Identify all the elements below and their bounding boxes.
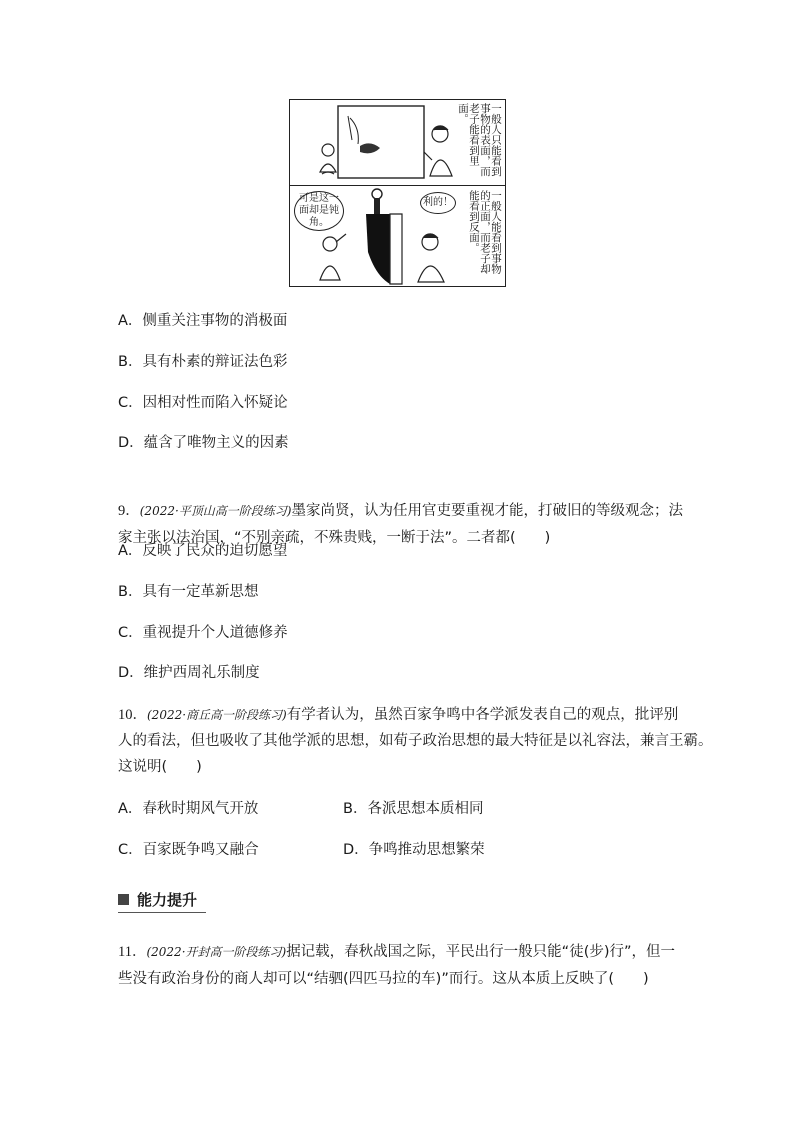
section-header xyxy=(118,890,206,913)
picture-frame-icon xyxy=(338,106,424,178)
q10-option-d: D．争鸣推动思想繁荣 xyxy=(343,842,485,858)
q9-option-a: A．反映了民众的迫切愿望 xyxy=(118,543,288,559)
comic-illustration xyxy=(289,99,506,287)
q8-option-a: A．侧重关注事物的消极面 xyxy=(118,313,288,329)
section-title: 能力提升 xyxy=(137,891,198,909)
q10-text-1: 有学者认为，虽然百家争鸣中各学派发表自己的观点，批评别 xyxy=(286,707,679,723)
q8-option-c: C．因相对性而陷入怀疑论 xyxy=(118,395,288,411)
q10-option-a: A．春秋时期风气开放 xyxy=(118,801,259,817)
q10-stem-line3: 这说明( ) xyxy=(118,759,202,775)
q10-stem-line1 xyxy=(118,705,678,725)
q10-stem-line2: 人的看法，但也吸收了其他学派的思想，如荀子政治思想的最大特征是以礼容法，兼言王霸。 xyxy=(118,733,713,749)
q8-option-d: D．蕴含了唯物主义的因素 xyxy=(118,435,289,451)
q9-number: 9． xyxy=(118,503,140,519)
q10-number: 10． xyxy=(118,707,147,723)
panel1-caption: 一般人只能看到事物的表面，而老子能看到里面。 xyxy=(457,103,502,177)
q11-text-1: 据记载，春秋战国之际，平民出行一般只能“徒(步)行”，但一 xyxy=(286,944,676,960)
laozi-figure-icon xyxy=(424,126,452,176)
q8-option-b: B．具有朴素的辩证法色彩 xyxy=(118,354,288,370)
q10-option-c: C．百家既争鸣又融合 xyxy=(118,842,259,858)
panel2-caption: 一般人能看到事物的正面，而老子却能看到反面。 xyxy=(468,190,502,274)
q9-option-d: D．维护西周礼乐制度 xyxy=(118,665,260,681)
q11-stem-line2: 些没有政治身份的商人却可以“结驷(四匹马拉的车)”而行。这从本质上反映了( ) xyxy=(118,971,649,987)
q9-option-b: B．具有一定革新思想 xyxy=(118,584,259,600)
section-square-icon xyxy=(118,894,129,905)
blade-icon xyxy=(366,189,402,284)
q11-stem-line1 xyxy=(118,942,675,962)
q9-source: (2022·平顶山高一阶段练习) xyxy=(139,504,292,518)
q10-source: (2022·商丘高一阶段练习) xyxy=(147,708,287,722)
q9-option-c: C．重视提升个人道德修养 xyxy=(118,625,288,641)
q9-stem-line1 xyxy=(118,501,683,521)
small-figure-left-icon xyxy=(320,144,336,174)
q10-option-b: B．各派思想本质相同 xyxy=(343,801,484,817)
q9-text-1: 墨家尚贤，认为任用官吏要重视才能，打破旧的等级观念；法 xyxy=(291,503,683,519)
figure-right-icon xyxy=(418,234,444,282)
q11-number: 11． xyxy=(118,944,147,960)
speech-bubble-right: 利的！ xyxy=(420,192,456,214)
q11-source: (2022·开封高一阶段练习) xyxy=(146,945,287,959)
q9-stem-line2: 家主张以法治国，“不别亲疏，不殊贵贱，一断于法”。二者都( ) xyxy=(118,530,551,546)
speech-bubble-left: 可是这一面却是钝角。 xyxy=(294,191,344,231)
figure-left-icon xyxy=(320,234,346,280)
